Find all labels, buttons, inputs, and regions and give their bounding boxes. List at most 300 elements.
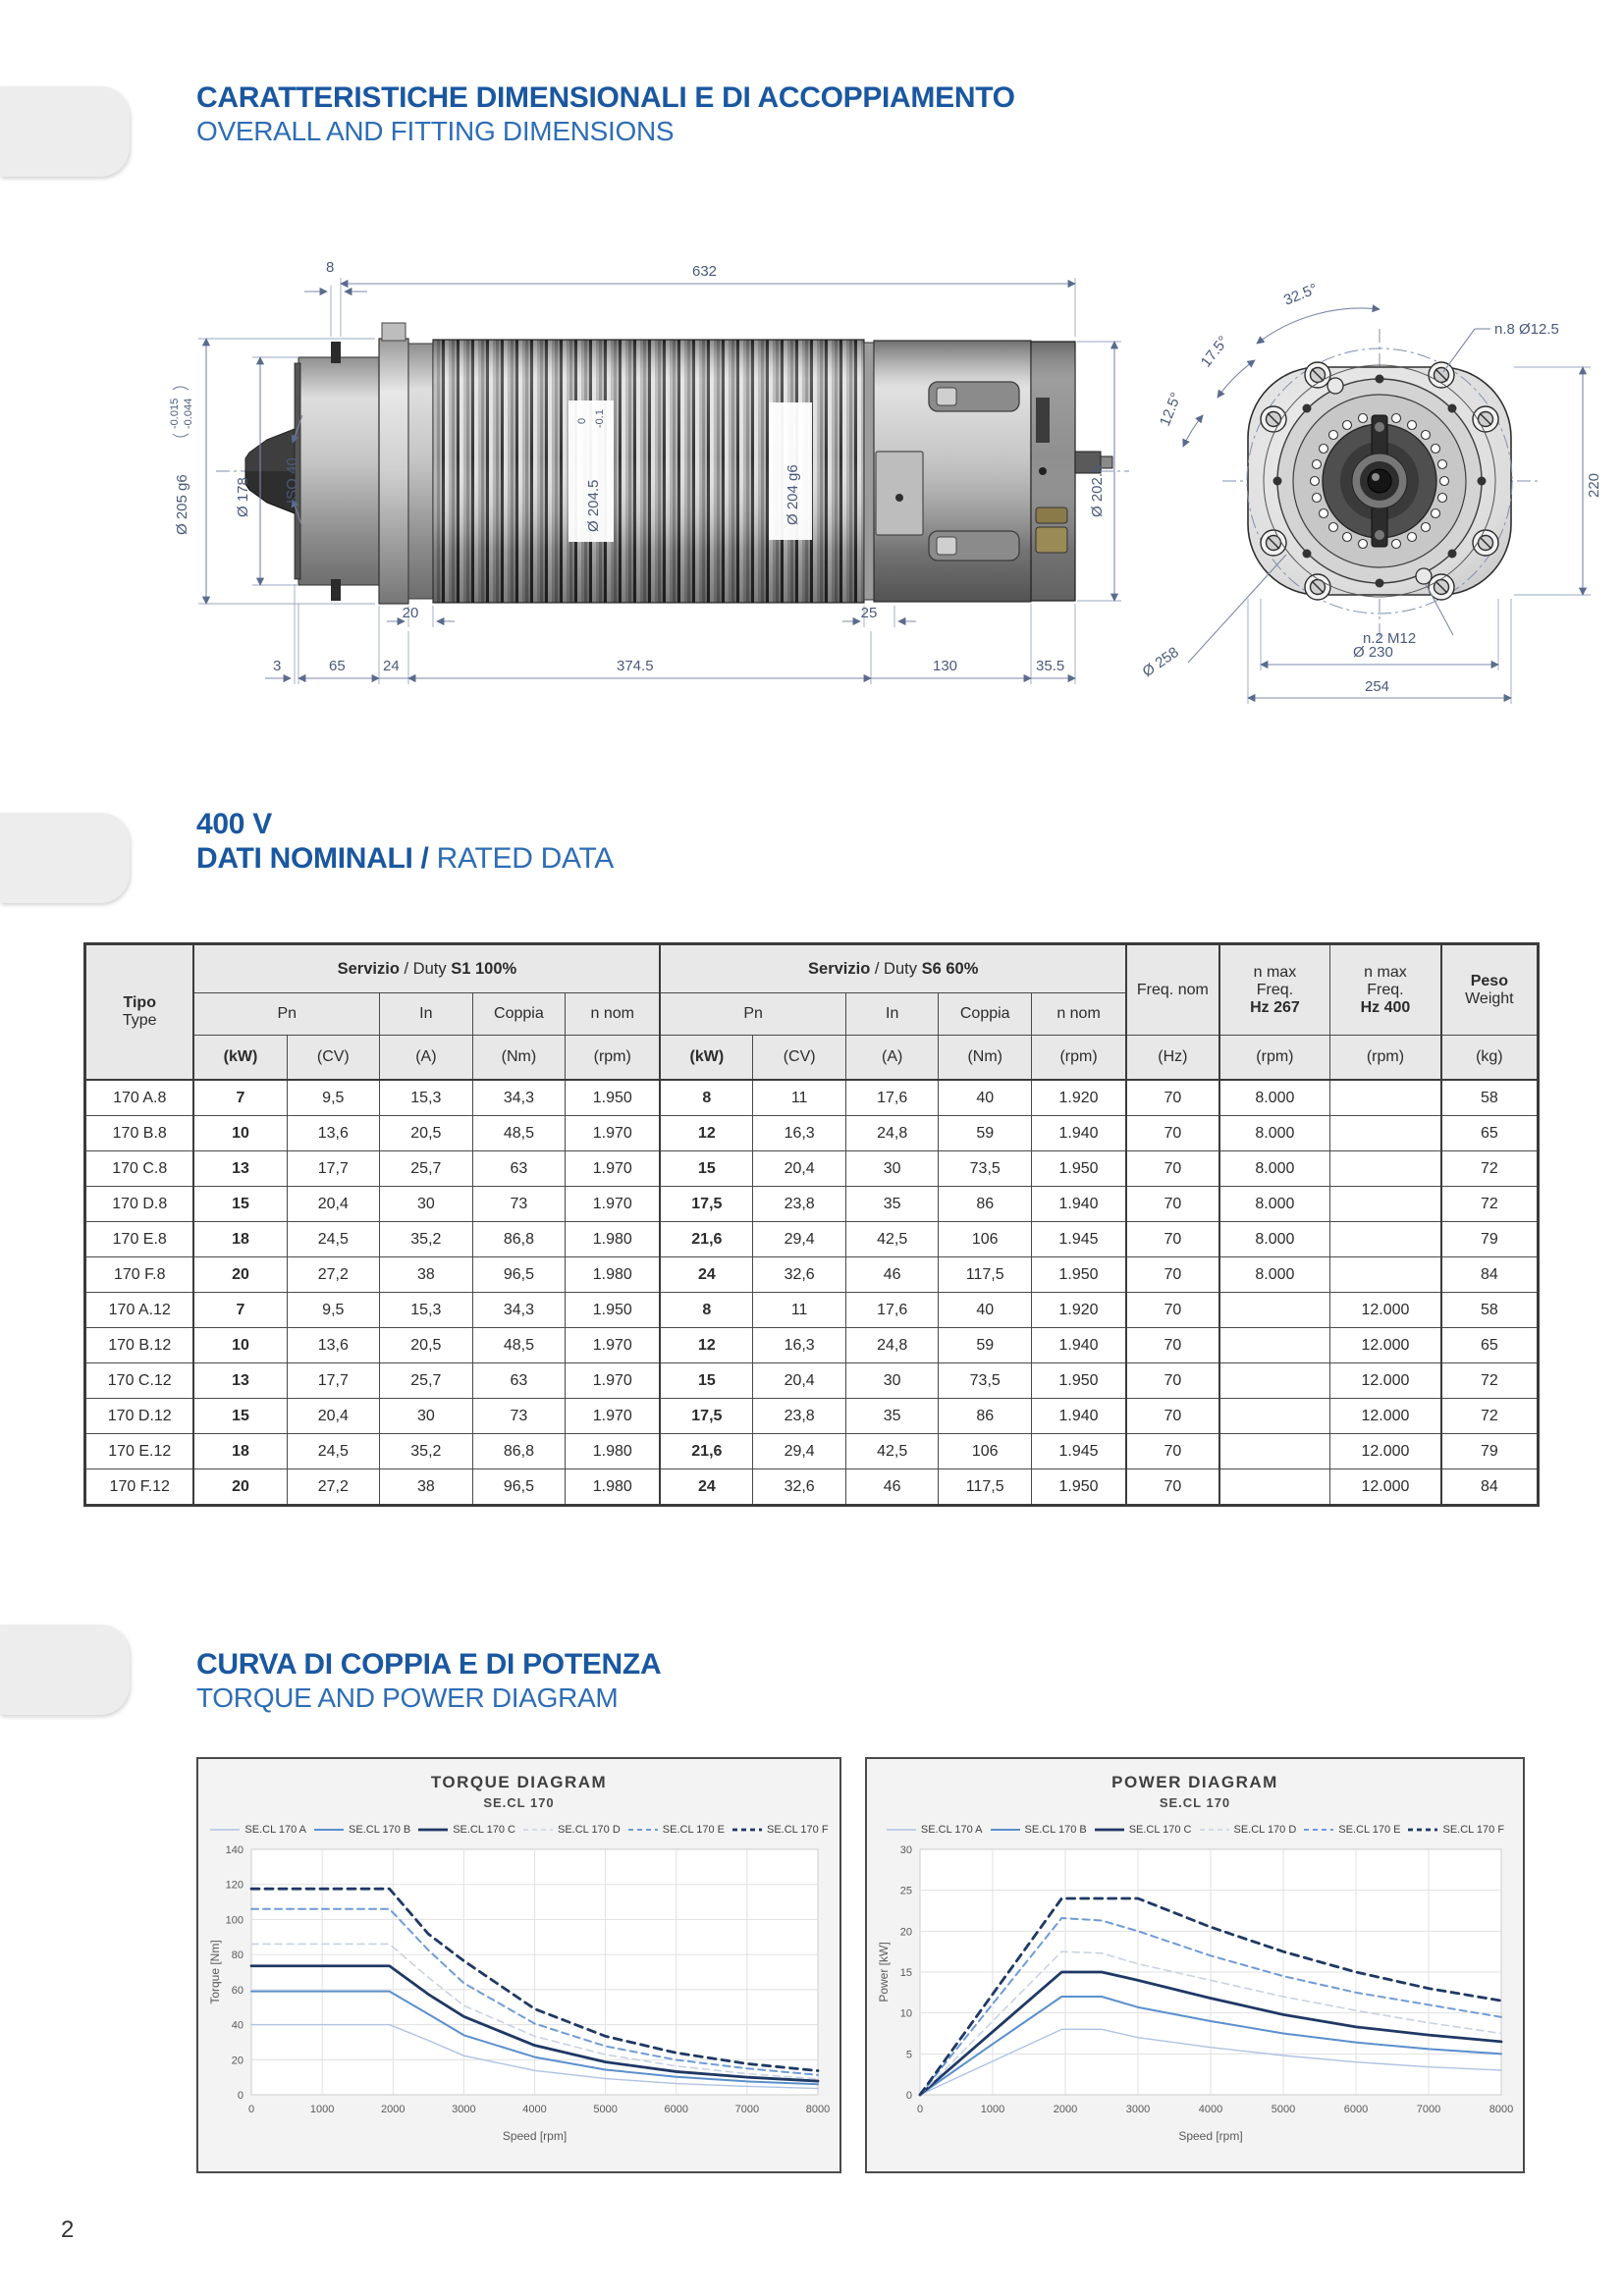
- chart-title: POWER DIAGRAM: [1111, 1773, 1278, 1791]
- section-tab: [0, 813, 130, 903]
- value-cell: 1.950: [1032, 1151, 1127, 1187]
- value-cell: 17,7: [287, 1363, 380, 1399]
- unit-nm-s6: (Nm): [939, 1036, 1032, 1081]
- value-cell: 84: [1441, 1257, 1539, 1293]
- section-tab: [0, 86, 130, 177]
- value-cell: 13,6: [287, 1328, 380, 1363]
- type-cell: 170 C.8: [85, 1151, 194, 1187]
- value-cell: 1.950: [566, 1293, 661, 1328]
- value-cell: 59: [939, 1116, 1032, 1151]
- value-cell: 34,3: [472, 1293, 566, 1328]
- value-cell: 29,4: [753, 1222, 846, 1257]
- value-cell: 25,7: [380, 1151, 473, 1187]
- type-cell: 170 D.8: [85, 1187, 194, 1222]
- value-cell: 70: [1126, 1399, 1219, 1434]
- dim-angle-125: 12.5°: [1156, 390, 1185, 429]
- svg-text:6000: 6000: [664, 2104, 688, 2115]
- col-group-s1: Servizio / Duty S1 100%: [193, 944, 660, 993]
- type-cell: 170 A.8: [85, 1080, 194, 1116]
- dim-254: 254: [1365, 678, 1390, 695]
- value-cell: 70: [1126, 1257, 1219, 1293]
- page-number: 2: [61, 2216, 75, 2243]
- chart-subtitle: SE.CL 170: [483, 1795, 555, 1810]
- value-cell: 11: [753, 1080, 846, 1116]
- svg-text:60: 60: [231, 1984, 244, 1997]
- svg-text:120: 120: [225, 1879, 244, 1892]
- value-cell: 17,6: [845, 1080, 939, 1116]
- value-cell: 20: [193, 1469, 287, 1506]
- value-cell: 30: [845, 1363, 939, 1399]
- value-cell: 70: [1126, 1116, 1219, 1151]
- col-group-s6: Servizio / Duty S6 60%: [660, 944, 1126, 993]
- value-cell: 70: [1126, 1222, 1219, 1257]
- unit-kw-s6: (kW): [660, 1036, 753, 1081]
- value-cell: 79: [1441, 1222, 1539, 1257]
- value-cell: 34,3: [472, 1080, 566, 1116]
- value-cell: 1.920: [1032, 1080, 1127, 1116]
- type-cell: 170 C.12: [85, 1363, 194, 1399]
- value-cell: 27,2: [287, 1257, 380, 1293]
- value-cell: [1330, 1151, 1441, 1187]
- value-cell: 1.940: [1032, 1399, 1127, 1434]
- unit-rpm-267: (rpm): [1219, 1036, 1330, 1081]
- unit-a-s1: (A): [380, 1036, 473, 1081]
- value-cell: 1.980: [566, 1257, 661, 1293]
- value-cell: 35: [845, 1187, 939, 1222]
- dim-205: [169, 387, 194, 535]
- value-cell: 15: [193, 1187, 287, 1222]
- subheader-coppia-s6: Coppia: [939, 993, 1032, 1036]
- svg-text:7000: 7000: [734, 2104, 760, 2115]
- value-cell: 8.000: [1219, 1116, 1330, 1151]
- value-cell: [1330, 1257, 1441, 1293]
- svg-text:Ø 204 g6: Ø 204 g6: [785, 464, 801, 525]
- legend-item: [886, 1824, 983, 1836]
- body-label-204: [769, 402, 812, 540]
- svg-text:25: 25: [899, 1885, 912, 1897]
- value-cell: 72: [1441, 1187, 1539, 1222]
- value-cell: 15: [193, 1399, 287, 1434]
- value-cell: 20,5: [380, 1328, 473, 1363]
- value-cell: 35,2: [380, 1434, 473, 1469]
- dim-258: Ø 258: [1139, 643, 1182, 681]
- unit-nm-s1: (Nm): [472, 1036, 566, 1081]
- value-cell: 70: [1126, 1293, 1219, 1328]
- value-cell: 8.000: [1219, 1222, 1330, 1257]
- chart-legend: [875, 1824, 1515, 1836]
- value-cell: 65: [1441, 1116, 1539, 1151]
- value-cell: 70: [1126, 1469, 1219, 1506]
- legend-item: [313, 1824, 410, 1836]
- unit-rpm-400: (rpm): [1330, 1036, 1441, 1081]
- value-cell: 12: [660, 1328, 753, 1363]
- value-cell: [1219, 1469, 1330, 1506]
- value-cell: 29,4: [753, 1434, 846, 1469]
- value-cell: 12.000: [1330, 1293, 1441, 1328]
- body-label-2045: [568, 400, 614, 542]
- value-cell: 15: [660, 1151, 753, 1187]
- value-cell: [1330, 1187, 1441, 1222]
- value-cell: 38: [380, 1469, 473, 1506]
- value-cell: 1.945: [1032, 1434, 1127, 1469]
- value-cell: 106: [939, 1434, 1032, 1469]
- value-cell: 13: [193, 1151, 287, 1187]
- dim-3: 3: [273, 658, 282, 674]
- table-row: [85, 1222, 1539, 1257]
- dim-iso40: ISO 40: [284, 457, 300, 504]
- svg-text:140: 140: [225, 1844, 244, 1856]
- value-cell: 84: [1441, 1469, 1539, 1506]
- value-cell: 8.000: [1219, 1257, 1330, 1293]
- svg-text:Ø 205 g6: Ø 205 g6: [174, 474, 190, 535]
- value-cell: 17,6: [845, 1293, 939, 1328]
- voltage-title: 400 V: [196, 808, 272, 840]
- unit-a-s6: (A): [845, 1036, 939, 1081]
- value-cell: 58: [1441, 1080, 1539, 1116]
- value-cell: [1219, 1293, 1330, 1328]
- value-cell: 42,5: [845, 1222, 939, 1257]
- svg-text:-0.015: -0.015: [169, 398, 181, 429]
- value-cell: 24: [660, 1257, 753, 1293]
- table-row: [85, 1257, 1539, 1293]
- value-cell: 59: [939, 1328, 1032, 1363]
- value-cell: 17,7: [287, 1151, 380, 1187]
- value-cell: 10: [193, 1328, 287, 1363]
- value-cell: 1.980: [566, 1222, 661, 1257]
- legend-label: SE.CL 170 F: [766, 1824, 829, 1836]
- value-cell: 12.000: [1330, 1469, 1441, 1506]
- dim-632: 632: [692, 263, 718, 280]
- subheader-coppia-s1: Coppia: [472, 993, 566, 1036]
- value-cell: 1.945: [1032, 1222, 1127, 1257]
- col-header-nmax-267: n max Freq. Hz 267: [1219, 944, 1330, 1036]
- dim-65: 65: [329, 658, 346, 674]
- value-cell: 15,3: [380, 1293, 473, 1328]
- value-cell: 1.970: [566, 1399, 661, 1434]
- value-cell: 18: [193, 1222, 287, 1257]
- dim-220: 220: [1586, 472, 1602, 498]
- rated-data-title: DATI NOMINALI / RATED DATA: [196, 842, 614, 876]
- value-cell: 30: [845, 1151, 939, 1187]
- svg-text:5000: 5000: [1271, 2104, 1296, 2115]
- power-diagram-panel: [865, 1757, 1525, 2173]
- chart-title: TORQUE DIAGRAM: [430, 1773, 608, 1791]
- value-cell: 23,8: [753, 1187, 846, 1222]
- dim-angle-325: 32.5°: [1281, 280, 1321, 309]
- value-cell: 11: [753, 1293, 846, 1328]
- legend-label: SE.CL 170 C: [453, 1824, 515, 1836]
- value-cell: 10: [193, 1116, 287, 1151]
- value-cell: 70: [1126, 1434, 1219, 1469]
- value-cell: 117,5: [939, 1257, 1032, 1293]
- value-cell: 27,2: [287, 1469, 380, 1506]
- subheader-in-s6: In: [845, 993, 939, 1036]
- legend-label: SE.CL 170 E: [662, 1824, 725, 1836]
- svg-text:0: 0: [237, 2090, 244, 2102]
- dim-8: 8: [326, 259, 335, 276]
- legend-item: [417, 1824, 515, 1836]
- legend-label: SE.CL 170 D: [1233, 1824, 1297, 1836]
- value-cell: 13: [193, 1363, 287, 1399]
- value-cell: 1.950: [1032, 1257, 1127, 1293]
- svg-text:10: 10: [899, 2007, 912, 2020]
- label-n8: n.8 Ø12.5: [1494, 321, 1559, 338]
- value-cell: 1.970: [566, 1328, 661, 1363]
- svg-text:15: 15: [899, 1967, 912, 1979]
- value-cell: 70: [1126, 1187, 1219, 1222]
- value-cell: 8.000: [1219, 1187, 1330, 1222]
- unit-hz: (Hz): [1126, 1036, 1219, 1081]
- value-cell: [1330, 1222, 1441, 1257]
- value-cell: 1.970: [566, 1116, 661, 1151]
- value-cell: 16,3: [753, 1116, 846, 1151]
- value-cell: 73: [472, 1187, 566, 1222]
- chart-legend: [206, 1824, 832, 1836]
- legend-label: SE.CL 170 E: [1338, 1824, 1401, 1836]
- section3-heading: [196, 1647, 661, 1714]
- value-cell: 1.980: [566, 1469, 661, 1506]
- page-title: CARATTERISTICHE DIMENSIONALI E DI ACCOPPIAMENTO: [196, 81, 1015, 114]
- dim-20: 20: [402, 605, 419, 621]
- dim-2025: Ø 202.5: [1089, 464, 1106, 517]
- value-cell: 38: [380, 1257, 473, 1293]
- value-cell: 72: [1441, 1399, 1539, 1434]
- value-cell: 24,5: [287, 1434, 380, 1469]
- table-row: [85, 1399, 1539, 1434]
- svg-text:Torque [Nm]: Torque [Nm]: [208, 1940, 222, 2004]
- dim-25: 25: [860, 605, 878, 621]
- value-cell: 21,6: [660, 1222, 753, 1257]
- legend-label: SE.CL 170 C: [1128, 1824, 1192, 1836]
- svg-text:2000: 2000: [381, 2104, 406, 2115]
- value-cell: 86,8: [472, 1222, 566, 1257]
- value-cell: 8.000: [1219, 1151, 1330, 1187]
- value-cell: 1.970: [566, 1363, 661, 1399]
- section1-heading: [196, 80, 1015, 147]
- value-cell: 73,5: [939, 1363, 1032, 1399]
- value-cell: 12.000: [1330, 1399, 1441, 1434]
- charts-row: [196, 1757, 1525, 2173]
- svg-text:3000: 3000: [1125, 2104, 1151, 2115]
- unit-rpm-s1: (rpm): [566, 1036, 661, 1081]
- subheader-nnom-s6: n nom: [1032, 993, 1127, 1036]
- svg-text:Ø 204.5: Ø 204.5: [585, 479, 602, 532]
- col-header-peso: Peso Weight: [1441, 944, 1539, 1036]
- svg-text:Speed [rpm]: Speed [rpm]: [502, 2129, 568, 2143]
- value-cell: [1219, 1328, 1330, 1363]
- value-cell: [1219, 1399, 1330, 1434]
- legend-item: [731, 1824, 829, 1836]
- legend-label: SE.CL 170 B: [349, 1824, 411, 1836]
- value-cell: 20,4: [753, 1151, 846, 1187]
- value-cell: 1.950: [1032, 1469, 1127, 1506]
- type-cell: 170 F.8: [85, 1257, 194, 1293]
- type-cell: 170 B.8: [85, 1116, 194, 1151]
- value-cell: 20,5: [380, 1116, 473, 1151]
- svg-text:0: 0: [247, 2104, 255, 2115]
- value-cell: 65: [1441, 1328, 1539, 1363]
- svg-text:2000: 2000: [1053, 2104, 1078, 2115]
- value-cell: 40: [939, 1080, 1032, 1116]
- legend-label: SE.CL 170 A: [920, 1824, 983, 1836]
- value-cell: 20: [193, 1257, 287, 1293]
- legend-item: [1303, 1824, 1400, 1836]
- value-cell: 63: [472, 1363, 566, 1399]
- value-cell: 1.950: [1032, 1363, 1127, 1399]
- value-cell: 15: [660, 1363, 753, 1399]
- unit-cv-s6: (CV): [753, 1036, 846, 1081]
- svg-text:7000: 7000: [1416, 2104, 1441, 2115]
- value-cell: 70: [1126, 1363, 1219, 1399]
- chart-subtitle: SE.CL 170: [1159, 1795, 1231, 1810]
- value-cell: 8: [660, 1080, 753, 1116]
- value-cell: 24,5: [287, 1222, 380, 1257]
- value-cell: 35: [845, 1399, 939, 1434]
- value-cell: 46: [845, 1469, 939, 1506]
- type-cell: 170 E.12: [85, 1434, 194, 1469]
- value-cell: 16,3: [753, 1328, 846, 1363]
- table-row: [85, 1434, 1539, 1469]
- value-cell: 24,8: [845, 1116, 939, 1151]
- value-cell: [1330, 1116, 1441, 1151]
- torque-diagram-panel: [196, 1757, 841, 2173]
- value-cell: 12.000: [1330, 1328, 1441, 1363]
- legend-item: [209, 1824, 306, 1836]
- svg-text:20: 20: [231, 2055, 244, 2067]
- value-cell: 18: [193, 1434, 287, 1469]
- value-cell: 24: [660, 1469, 753, 1506]
- svg-text:0: 0: [576, 417, 588, 424]
- legend-label: SE.CL 170 A: [244, 1824, 307, 1836]
- value-cell: 30: [380, 1187, 473, 1222]
- value-cell: 86: [939, 1399, 1032, 1434]
- value-cell: 20,4: [287, 1399, 380, 1434]
- svg-text:8000: 8000: [1489, 2104, 1514, 2115]
- table-row: [85, 1328, 1539, 1363]
- type-cell: 170 B.12: [85, 1328, 194, 1363]
- value-cell: 32,6: [753, 1257, 846, 1293]
- svg-text:Power [kW]: Power [kW]: [877, 1942, 891, 2002]
- legend-item: [1407, 1824, 1504, 1836]
- svg-text:-0.044: -0.044: [183, 398, 194, 429]
- value-cell: [1219, 1363, 1330, 1399]
- value-cell: 86: [939, 1187, 1032, 1222]
- value-cell: 48,5: [472, 1116, 566, 1151]
- svg-text:5000: 5000: [593, 2104, 618, 2115]
- value-cell: 73,5: [939, 1151, 1032, 1187]
- value-cell: 24,8: [845, 1328, 939, 1363]
- value-cell: 1.970: [566, 1151, 661, 1187]
- value-cell: 1.980: [566, 1434, 661, 1469]
- value-cell: 23,8: [753, 1399, 846, 1434]
- legend-label: SE.CL 170 B: [1024, 1824, 1087, 1836]
- value-cell: 70: [1126, 1151, 1219, 1187]
- value-cell: 1.920: [1032, 1293, 1127, 1328]
- dim-230: Ø 230: [1353, 644, 1393, 661]
- svg-text:80: 80: [231, 1949, 244, 1962]
- svg-text:6000: 6000: [1343, 2104, 1369, 2115]
- svg-text:30: 30: [899, 1844, 912, 1856]
- value-cell: 1.940: [1032, 1328, 1127, 1363]
- value-cell: 12.000: [1330, 1434, 1441, 1469]
- value-cell: 1.950: [566, 1080, 661, 1116]
- subheader-pn-s1: Pn: [193, 993, 379, 1036]
- legend-label: SE.CL 170 F: [1442, 1824, 1505, 1836]
- svg-text:1000: 1000: [980, 2104, 1005, 2115]
- svg-text:0: 0: [905, 2090, 912, 2102]
- legend-item: [990, 1824, 1087, 1836]
- value-cell: 7: [193, 1080, 287, 1116]
- value-cell: 17,5: [660, 1187, 753, 1222]
- svg-text:5: 5: [905, 2049, 912, 2061]
- value-cell: 9,5: [287, 1080, 380, 1116]
- legend-item: [627, 1824, 725, 1836]
- value-cell: 21,6: [660, 1434, 753, 1469]
- value-cell: 8: [660, 1293, 753, 1328]
- svg-text:Speed [rpm]: Speed [rpm]: [1178, 2129, 1243, 2143]
- svg-text:8000: 8000: [805, 2104, 831, 2115]
- value-cell: 48,5: [472, 1328, 566, 1363]
- col-header-freq-nom: Freq. nom: [1126, 944, 1219, 1036]
- value-cell: 35,2: [380, 1222, 473, 1257]
- type-cell: 170 A.12: [85, 1293, 194, 1328]
- subheader-pn-s6: Pn: [660, 993, 845, 1036]
- curves-title-en: TORQUE AND POWER DIAGRAM: [196, 1682, 619, 1714]
- type-cell: 170 E.8: [85, 1222, 194, 1257]
- legend-item: [522, 1824, 621, 1836]
- subheader-nnom-s1: n nom: [566, 993, 661, 1036]
- col-header-nmax-400: n max Freq. Hz 400: [1330, 944, 1441, 1036]
- section-tab: [0, 1625, 130, 1715]
- value-cell: 20,4: [287, 1187, 380, 1222]
- dim-24: 24: [383, 658, 400, 674]
- dim-355: 35.5: [1036, 658, 1065, 674]
- front-view-drawing: [1129, 250, 1624, 712]
- value-cell: [1330, 1080, 1441, 1116]
- col-header-tipo: Tipo Type: [85, 944, 194, 1081]
- value-cell: 117,5: [939, 1469, 1032, 1506]
- dim-130: 130: [933, 658, 958, 674]
- unit-cv-s1: (CV): [287, 1036, 380, 1081]
- value-cell: 96,5: [472, 1469, 566, 1506]
- value-cell: 106: [939, 1222, 1032, 1257]
- value-cell: 7: [193, 1293, 287, 1328]
- dim-3745: 374.5: [617, 658, 654, 674]
- svg-text:-0.1: -0.1: [594, 409, 606, 428]
- svg-text:1000: 1000: [309, 2104, 335, 2115]
- table-row: [85, 1080, 1539, 1116]
- value-cell: 17,5: [660, 1399, 753, 1434]
- legend-item: [1199, 1824, 1297, 1836]
- value-cell: 30: [380, 1399, 473, 1434]
- svg-text:100: 100: [225, 1914, 244, 1927]
- svg-text:20: 20: [899, 1926, 912, 1939]
- value-cell: 70: [1126, 1328, 1219, 1363]
- page-subtitle: OVERALL AND FITTING DIMENSIONS: [196, 116, 675, 147]
- rated-table-body: [85, 1080, 1539, 1506]
- dim-angle-175: 17.5°: [1197, 333, 1232, 371]
- value-cell: 13,6: [287, 1116, 380, 1151]
- svg-text:4000: 4000: [522, 2104, 547, 2115]
- value-cell: 96,5: [472, 1257, 566, 1293]
- unit-kg: (kg): [1441, 1036, 1539, 1081]
- value-cell: 86,8: [472, 1434, 566, 1469]
- value-cell: 12: [660, 1116, 753, 1151]
- value-cell: 70: [1126, 1080, 1219, 1116]
- value-cell: 1.940: [1032, 1116, 1127, 1151]
- value-cell: 8.000: [1219, 1080, 1330, 1116]
- table-row: [85, 1187, 1539, 1222]
